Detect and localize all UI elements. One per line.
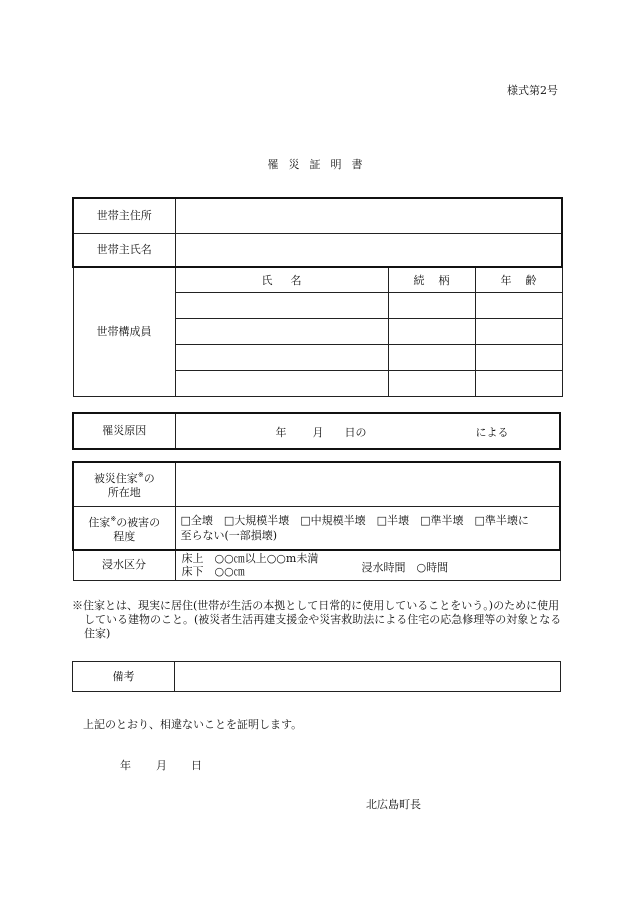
member-name-cell[interactable] [175, 344, 388, 370]
remarks-label: 備考 [73, 662, 175, 692]
remarks-field[interactable] [175, 662, 561, 692]
cause-label: 罹災原因 [73, 413, 175, 449]
address-field[interactable] [175, 198, 562, 233]
column-relation-header: 続柄 [388, 267, 475, 292]
flood-duration: 浸水時間 ○時間 [361, 561, 449, 574]
members-label: 世帯構成員 [73, 267, 175, 396]
cause-year: 年 [275, 426, 287, 439]
flood-above-floor: 床上 ○○㎝以上○○m未満 [181, 552, 319, 565]
cause-month: 月 [312, 426, 324, 439]
damage-options-line1[interactable]: □全壊 □大規模半壊 □中規模半壊 □半壊 □準半壊 □準半壊に [180, 513, 529, 527]
member-relation-cell[interactable] [388, 292, 475, 318]
column-age-header: 年齢 [475, 267, 562, 292]
member-age-cell[interactable] [475, 292, 562, 318]
flood-field[interactable] [175, 550, 560, 580]
address-label: 世帯主住所 [73, 198, 175, 233]
flood-label: 浸水区分 [73, 550, 175, 580]
location-label: 被災住家※の 所在地 [73, 462, 175, 506]
flood-below-floor: 床下 ○○㎝ [181, 565, 245, 578]
location-field[interactable] [175, 462, 560, 506]
damage-options-line2[interactable]: 至らない(一部損壊) [180, 528, 278, 542]
member-age-cell[interactable] [475, 344, 562, 370]
member-name-cell[interactable] [175, 292, 388, 318]
cause-table [72, 412, 561, 450]
document-title: 罹災証明書 [267, 158, 373, 171]
member-age-cell[interactable] [475, 318, 562, 344]
damage-degree-label: 住家※の被害の 程度 [73, 506, 175, 550]
date-month: 月 [156, 759, 167, 772]
member-relation-cell[interactable] [388, 370, 475, 396]
member-name-cell[interactable] [175, 318, 388, 344]
date-day: 日 [191, 759, 202, 772]
member-relation-cell[interactable] [388, 344, 475, 370]
name-field[interactable] [175, 233, 562, 267]
issuer-name: 北広島町長 [366, 798, 421, 811]
damage-table [72, 461, 561, 581]
form-number: 様式第2号 [507, 84, 558, 97]
member-name-cell[interactable] [175, 370, 388, 396]
certification-text: 上記のとおり、相違ないことを証明します。 [83, 718, 303, 731]
remarks-table [72, 661, 561, 692]
damage-degree-options[interactable] [175, 506, 560, 550]
column-name-header: 氏名 [175, 267, 388, 292]
residence-note: ※住家とは、現実に居住(世帯が生活の本拠として日常的に使用していることをいう。)のために使用している建物のこと。(被災者生活再建支援金や災害救助法による住宅の応急修理等の対象となる住家) [72, 599, 562, 640]
name-label: 世帯主氏名 [73, 233, 175, 267]
member-age-cell[interactable] [475, 370, 562, 396]
date-year: 年 [120, 759, 131, 772]
cause-field[interactable] [175, 413, 560, 449]
household-table [72, 197, 563, 397]
cause-day: 日の [344, 426, 367, 439]
cause-due-to: による [475, 426, 509, 439]
member-relation-cell[interactable] [388, 318, 475, 344]
